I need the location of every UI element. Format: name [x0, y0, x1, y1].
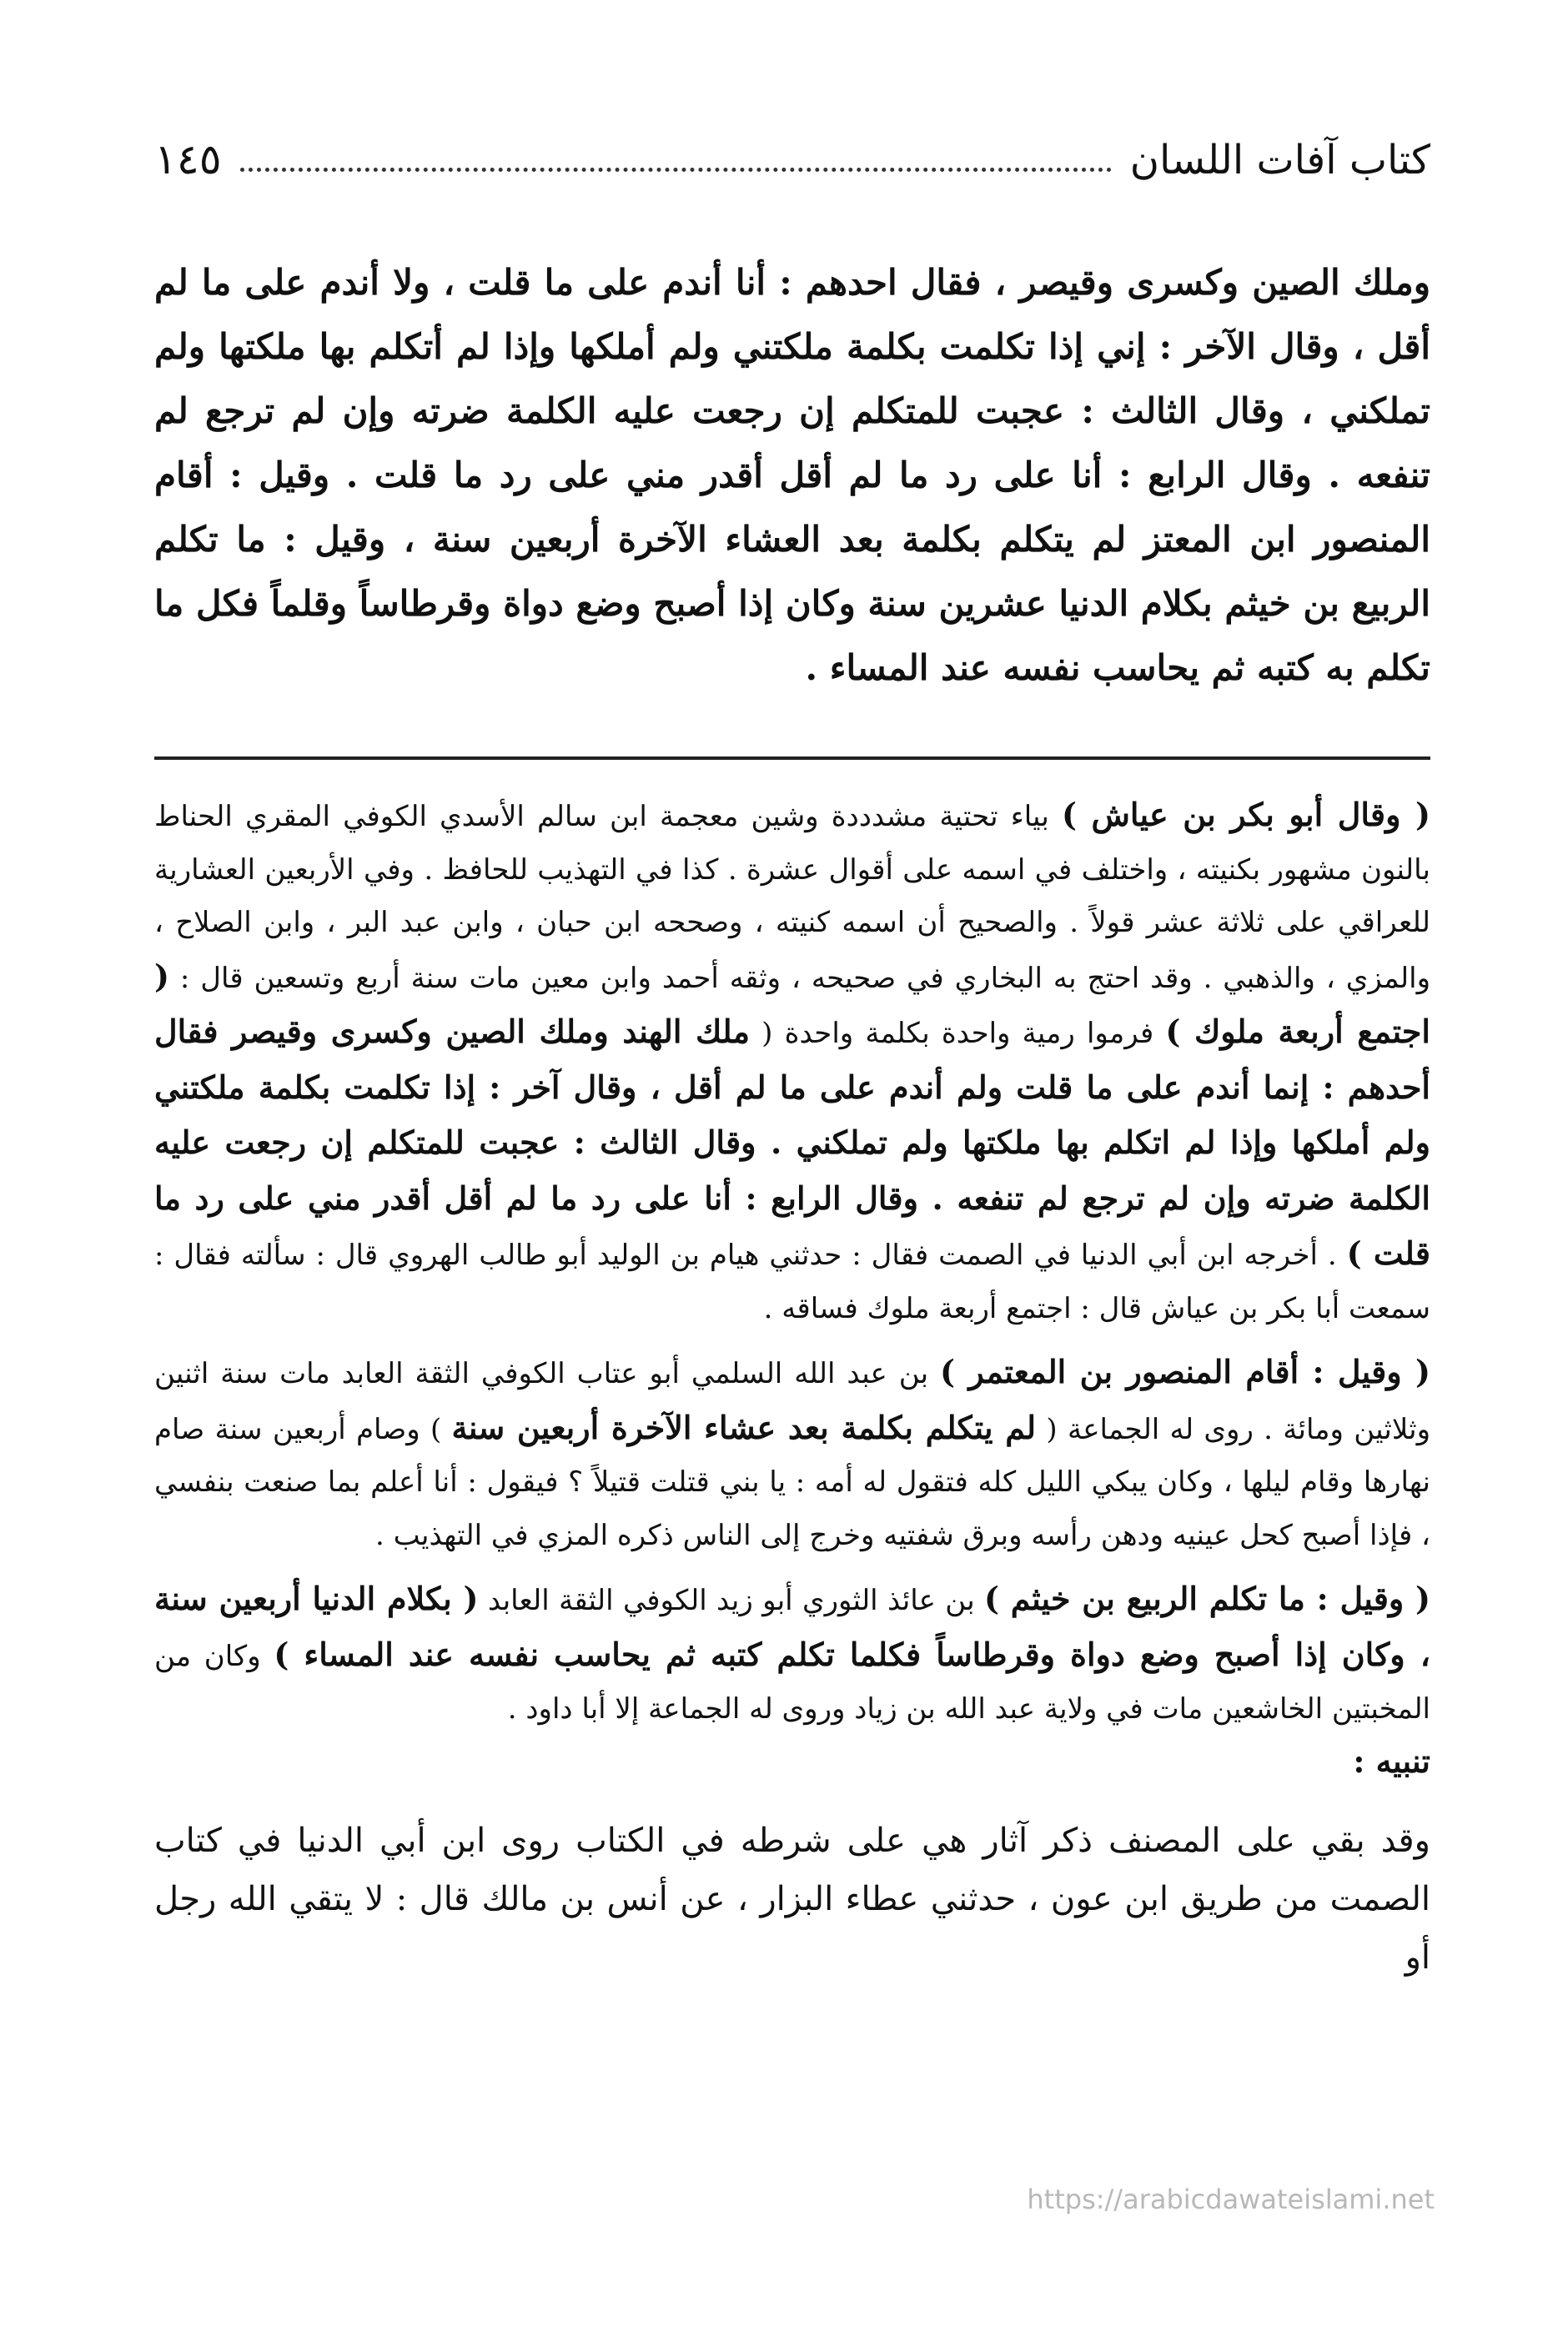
footnote-block-3 [154, 1572, 1430, 1736]
footnote-segment: بياء تحتية مشدددة وشين معجمة ابن سالم الأسدي الكوفي المقري الحناط بالنون مشهور بكنيته ، واختلف في اسمه على أقوال عشرة . كذا في التهذيب للحافظ . وفي الأربعين العشارية للعراقي على ثلاثة عشر قولاً . والصحيح أن اسمه كنيته ، وصححه ابن حبان ، وابن عبد البر ، وابن الصلاح ، والمزي ، والذهبي . وقد احتج به البخاري في صحيحه ، وثقه أحمد وابن معين مات سنة أربع وتسعين قال : [154, 800, 1430, 995]
footnote-segment: ( وقال أبو بكر بن عياش ) [1061, 796, 1430, 833]
header-dotted-leader [240, 168, 1112, 172]
footnote-segment: ( بكلام الدنيا أربعين سنة ، وكان إذا أصبح وضع دواة وقرطاساً فكلما تكلم كتبه ثم يحاسب نفسه عند المساء ) [154, 1580, 1430, 1673]
footnote-segment: بن عائذ الثوري أبو زيد الكوفي الثقة العابد [478, 1584, 985, 1617]
page-header [154, 117, 1430, 183]
footnote-segment: ملك الهند وملك الصين وكسرى وقيصر فقال أحدهم : إنما أندم على ما قلت ولم أندم على ما لم أقل ، وقال آخر : إذا تكلمت بكلمة ملكتني ولم أملكها وإذا لم اتكلم بها ملكتها ولم تملكني . وقال الثالث : عجبت للمتكلم إن رجعت عليه الكلمة ضرته وإن لم ترجع لم تنفعه . وقال الرابع : أنا على رد ما لم أقل أقدر مني على رد ما قلت ) [154, 1013, 1430, 1272]
main-text: وملك الصين وكسرى وقيصر ، فقال احدهم : أنا أندم على ما قلت ، ولا أندم على ما لم أقل ، وقال الآخر : إني إذا تكلمت بكلمة ملكتني ولم أملكها وإذا لم أتكلم بها ملكتها ولم تملكني ، وقال الثالث : عجبت للمتكلم إن رجعت عليه الكلمة ضرته وإن لم ترجع لم تنفعه . وقال الرابع : أنا على رد ما لم أقل أقدر مني على رد ما قلت . وقيل : أقام المنصور ابن المعتز لم يتكلم بكلمة بعد العشاء الآخرة أربعين سنة ، وقيل : ما تكلم الربيع بن خيثم بكلام الدنيا عشرين سنة وكان إذا أصبح وضع دواة وقرطاساً وقلماً فكل ما تكلم به كتبه ثم يحاسب نفسه عند المساء . [154, 262, 1430, 688]
footnote-segment: وكان من المخبتين الخاشعين مات في ولاية عبد الله بن زياد وروى له الجماعة إلا أبا داود . [154, 1639, 1430, 1726]
footnote-segment: فرموا رمية واحدة بكلمة واحدة ( [750, 1017, 1166, 1050]
page-number: ١٤٥ [154, 135, 222, 183]
footnote-segment: بن عبد الله السلمي أبو عتاب الكوفي الثقة العابد مات سنة اثنين وثلاثين ومائة . روى له الجماعة ( [154, 1357, 1430, 1446]
watermark-url: https://arabicdawateislami.net [1027, 2184, 1435, 2215]
footnote-segment: ( وقيل : أقام المنصور بن المعتمر ) [940, 1353, 1430, 1390]
note-text: وقد بقي على المصنف ذكر آثار هي على شرطه في الكتاب روى ابن أبي الدنيا في كتاب الصمت من طريق ابن عون ، حدثني عطاء البزار ، عن أنس بن مالك قال : لا يتقي الله رجل أو [154, 1821, 1430, 1977]
footnote-block-2 [154, 1345, 1430, 1562]
note-heading: تنبيه : [1353, 1741, 1430, 1780]
footnote-segment: ( وقيل : ما تكلم الربيع بن خيثم ) [984, 1580, 1430, 1617]
footnotes [154, 788, 1430, 2020]
footnote-block-1 [154, 788, 1430, 1335]
footnote-segment: ) وصام أربعين سنة صام نهارها وقام ليلها ، وكان يبكي الليل كله فتقول له أمه : يا بني قتلت قتيلاً ؟ فيقول : أنا أعلم بما صنعت بنفسي ، فإذا أصبح كحل عينيه ودهن رأسه وبرق شفتيه وخرج إلى الناس ذكره المزي في التهذيب . [154, 1412, 1430, 1552]
footnote-segment: . أخرجه ابن أبي الدنيا في الصمت فقال : حدثني هيام بن الوليد أبو طالب الهروي قال : سألته فقال : سمعت أبا بكر بن عياش قال : اجتمع أربعة ملوك فساقه . [154, 1239, 1430, 1325]
footnote-segment: لم يتكلم بكلمة بعد عشاء الآخرة أربعين سنة [451, 1408, 1037, 1446]
footnote-segment: ( اجتمع أربعة ملوك ) [154, 957, 1430, 1050]
book-title: كتاب آفات اللسان [1129, 137, 1430, 183]
footnote-separator [154, 756, 1430, 760]
